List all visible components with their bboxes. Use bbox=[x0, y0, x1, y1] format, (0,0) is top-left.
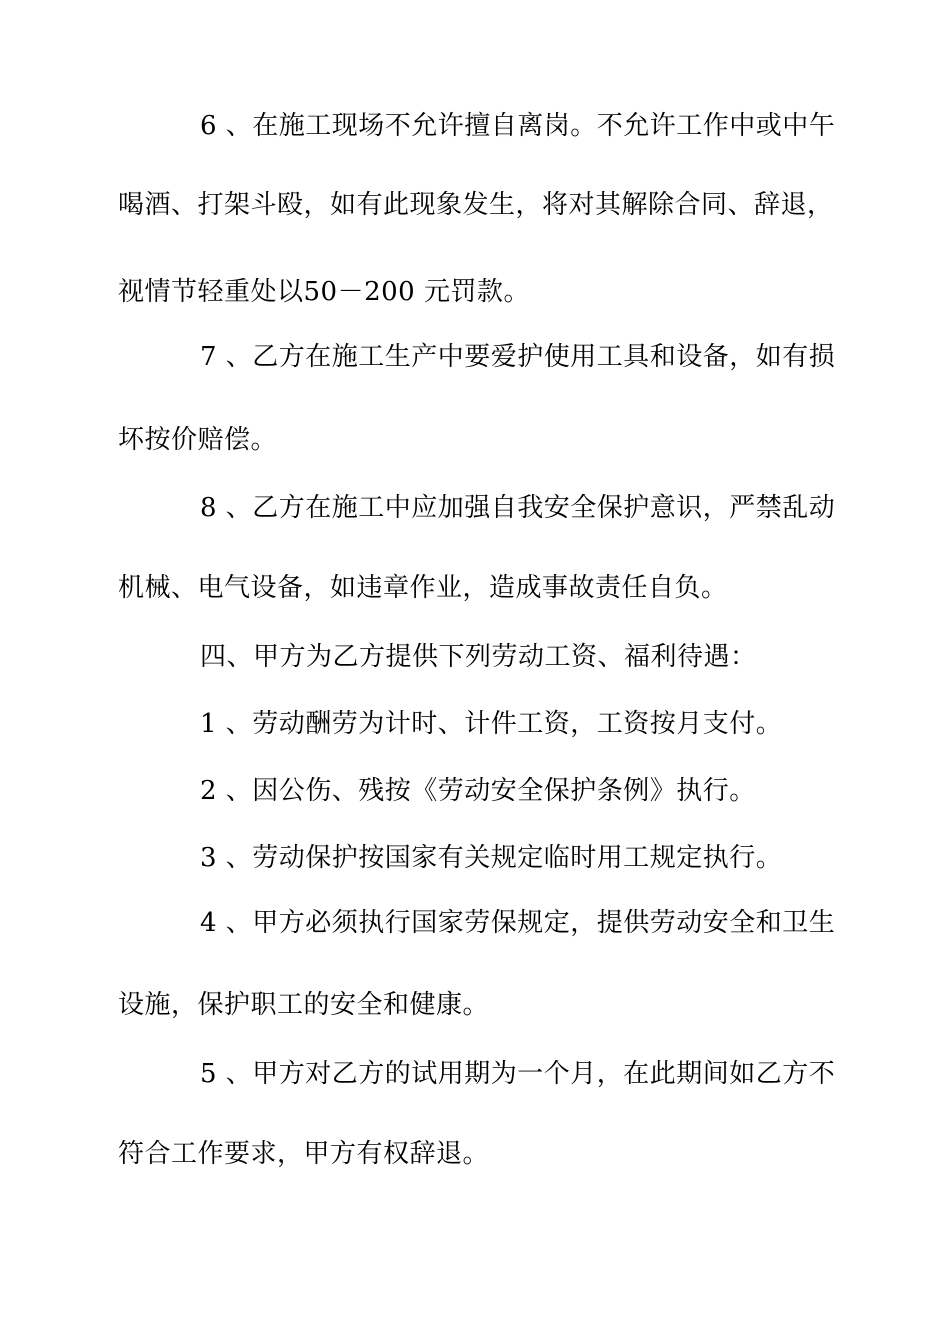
item-1-line: 1 、劳动酬劳为计时、计件工资，工资按月支付。 bbox=[200, 709, 783, 739]
clause-8-line-1: 8 、乙方在施工中应加强自我安全保护意识，严禁乱动 bbox=[200, 493, 836, 523]
item-5-line-2: 符合工作要求，甲方有权辞退。 bbox=[118, 1139, 490, 1169]
clause-8-line-2: 机械、电气设备，如违章作业，造成事故责任自负。 bbox=[118, 573, 728, 603]
item-4-line-1: 4 、甲方必须执行国家劳保规定，提供劳动安全和卫生 bbox=[200, 908, 836, 938]
item-2-line: 2 、因公伤、残按《劳动安全保护条例》执行。 bbox=[200, 776, 756, 806]
clause-6-line-1: 6 、在施工现场不允许擅自离岗。不允许工作中或中午 bbox=[200, 111, 836, 141]
clause-6-line-3: 视情节轻重处以50－200 元罚款。 bbox=[118, 277, 530, 307]
clause-7-line-1: 7 、乙方在施工生产中要爱护使用工具和设备，如有损 bbox=[200, 342, 836, 372]
item-5-line-1: 5 、甲方对乙方的试用期为一个月，在此期间如乙方不 bbox=[200, 1059, 836, 1089]
section-4-heading: 四、甲方为乙方提供下列劳动工资、福利待遇： bbox=[200, 642, 757, 672]
item-3-line: 3 、劳动保护按国家有关规定临时用工规定执行。 bbox=[200, 843, 783, 873]
clause-6-line-2: 喝酒、打架斗殴，如有此现象发生，将对其解除合同、辞退， bbox=[118, 190, 834, 220]
clause-7-line-2: 坏按价赔偿。 bbox=[118, 425, 278, 455]
item-4-line-2: 设施，保护职工的安全和健康。 bbox=[118, 990, 490, 1020]
